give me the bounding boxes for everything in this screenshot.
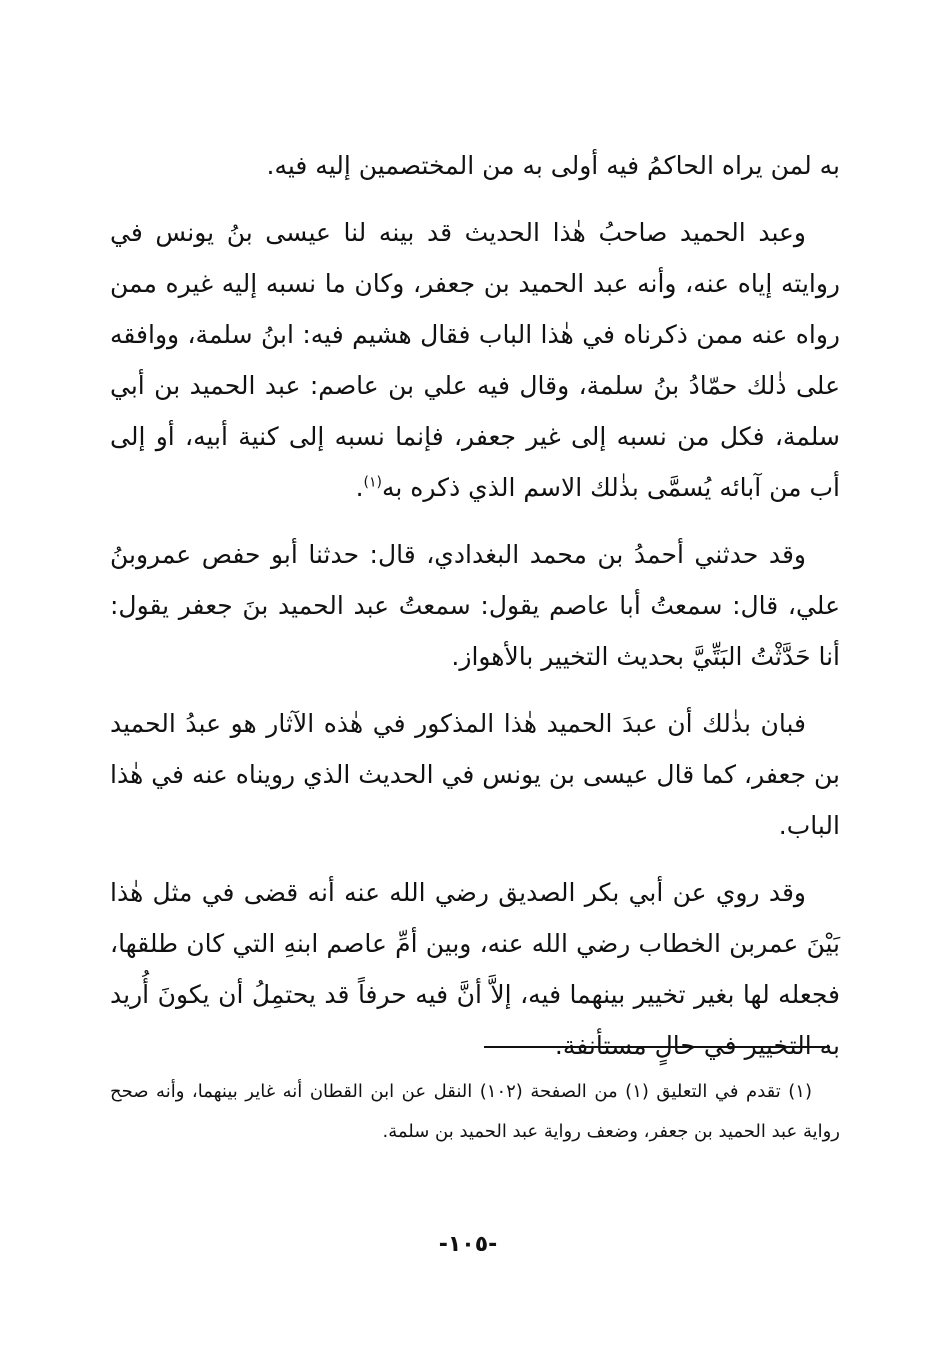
footnote-divider (484, 1046, 830, 1048)
main-text (110, 140, 840, 1087)
footnote-reference[interactable]: (١) (363, 474, 382, 491)
paragraph-2-text: وعبد الحميد صاحبُ هٰذا الحديث قد بينه لنا عيسى بنُ يونس في روايته إياه عنه، وأنه عبد الحميد بن جعفر، وكان ما نسبه إليه غيره ممن رواه عنه ممن ذكرناه في هٰذا الباب فقال هشيم فيه: ابنُ سلمة، ووافقه على ذٰلك حمّادُ بنُ سلمة، وقال فيه علي بن عاصم: عبد الحميد بن أبي سلمة، فكل من نسبه إلى غير جعفر، فإنما نسبه إلى كنية أبيه، أو إلى أب من آبائه يُسمَّى بذٰلك الاسم الذي ذكره به (110, 218, 840, 502)
paragraph-5: وقد روي عن أبي بكر الصديق رضي الله عنه أنه قضى في مثل هٰذا بَيْنَ عمربن الخطاب رضي الله عنه، وبين أمِّ عاصم ابنهِ التي كان طلقها، فجعله لها بغير تخيير بينهما فيه، إلاَّ أنَّ فيه حرفاً قد يحتمِلُ أن يكونَ أُريد به التخيير في حالٍ مستأنفة. (110, 878, 840, 1060)
footnote: (١) تقدم في التعليق (١) من الصفحة (١٠٢) النقل عن ابن القطان أنه غاير بينهما، وأنه صحح رواية عبد الحميد بن جعفر، وضعف رواية عبد الحميد بن سلمة. (110, 1081, 840, 1142)
page-number: -١٠٥- (438, 1232, 498, 1257)
paragraph-3: وقد حدثني أحمدُ بن محمد البغدادي، قال: حدثنا أبو حفص عمروبنُ علي، قال: سمعتُ أبا عاصم يقول: سمعتُ عبد الحميد بنَ جعفر يقول: أنا حَدَّثْتُ البَتِّيَّ بحديث التخيير بالأهواز. (110, 540, 840, 671)
paragraph-4: فبان بذٰلك أن عبدَ الحميد هٰذا المذكور في هٰذه الآثار هو عبدُ الحميد بن جعفر، كما قال عيسى بن يونس في الحديث الذي رويناه عنه في هٰذا الباب. (110, 709, 840, 840)
paragraph-2-end: . (355, 473, 364, 502)
paragraph-1: به لمن يراه الحاكمُ فيه أولى به من المختصمين إليه فيه. (266, 151, 840, 180)
paragraph-2 (110, 207, 840, 513)
